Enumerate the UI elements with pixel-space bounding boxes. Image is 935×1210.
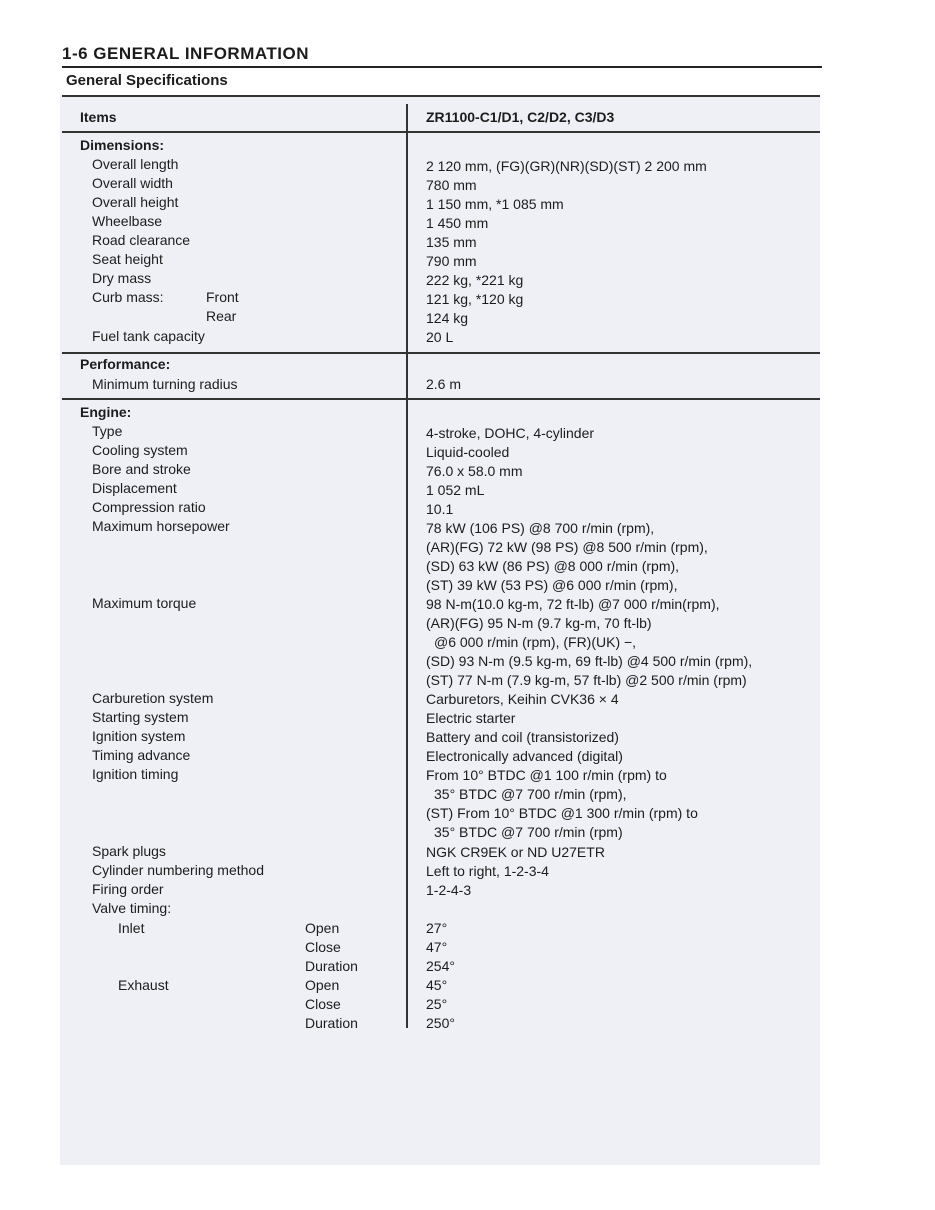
ignition-value: Battery and coil (transistorized) [426,729,619,745]
overall-height-value: 1 150 mm, *1 085 mm [426,196,564,212]
header-divider [62,131,820,133]
starting-label: Starting system [92,709,189,725]
curb-mass-rear-value: 124 kg [426,310,469,326]
ignition-timing-line: (ST) From 10° BTDC @1 300 r/min (rpm) to [426,805,698,821]
performance-divider [62,398,820,400]
seat-height-value: 790 mm [426,253,477,269]
cooling-label: Cooling system [92,442,188,458]
timing-advance-label: Timing advance [92,747,191,763]
compression-value: 10.1 [426,501,454,517]
overall-width-label: Overall width [92,175,173,191]
carburetion-label: Carburetion system [92,690,214,706]
turning-radius-label: Minimum turning radius [92,376,238,392]
compression-label: Compression ratio [92,499,206,515]
cylinder-numbering-label: Cylinder numbering method [92,862,264,878]
dry-mass-label: Dry mass [92,270,152,286]
model-header: ZR1100-C1/D1, C2/D2, C3/D3 [426,109,615,125]
torque-line: (ST) 77 N-m (7.9 kg-m, 57 ft-lb) @2 500 r/min (rpm) [426,672,747,688]
exhaust-close-value: 25° [426,996,448,1012]
dimensions-heading: Dimensions: [80,137,165,153]
exhaust-duration-value: 250° [426,1015,455,1031]
dry-mass-value: 222 kg, *221 kg [426,272,524,288]
horsepower-line: (ST) 39 kW (53 PS) @6 000 r/min (rpm), [426,577,678,593]
items-header: Items [80,109,117,125]
timing-advance-value: Electronically advanced (digital) [426,748,623,764]
engine-heading: Engine: [80,404,132,420]
ignition-timing-line: From 10° BTDC @1 100 r/min (rpm) to [426,767,667,783]
bore-stroke-label: Bore and stroke [92,461,191,477]
fuel-tank-value: 20 L [426,329,454,345]
overall-length-value: 2 120 mm, (FG)(GR)(NR)(SD)(ST) 2 200 mm [426,158,707,174]
section-title: General Specifications [66,72,228,89]
dimensions-divider [62,352,820,354]
inlet-open-label: Open [305,920,340,936]
road-clearance-label: Road clearance [92,232,191,248]
horsepower-line: (SD) 63 kW (86 PS) @8 000 r/min (rpm), [426,558,680,574]
curb-mass-rear-label: Rear [206,308,237,324]
horsepower-label: Maximum horsepower [92,518,230,534]
curb-mass-front-value: 121 kg, *120 kg [426,291,524,307]
curb-mass-label: Curb mass: [92,289,164,305]
ignition-timing-line: 35° BTDC @7 700 r/min (rpm), [434,786,627,802]
inlet-close-value: 47° [426,939,448,955]
torque-line: (AR)(FG) 95 N-m (9.7 kg-m, 70 ft-lb) [426,615,652,631]
wheelbase-label: Wheelbase [92,213,163,229]
torque-line: @6 000 r/min (rpm), (FR)(UK) −, [434,634,637,650]
firing-order-value: 1-2-4-3 [426,882,472,898]
starting-value: Electric starter [426,710,516,726]
curb-mass-front-label: Front [206,289,239,305]
displacement-label: Displacement [92,480,177,496]
cooling-value: Liquid-cooled [426,444,510,460]
displacement-value: 1 052 mL [426,482,485,498]
exhaust-duration-label: Duration [305,1015,358,1031]
engine-type-label: Type [92,423,123,439]
torque-line: (SD) 93 N-m (9.5 kg-m, 69 ft-lb) @4 500 r/min (rpm), [426,653,753,669]
exhaust-open-label: Open [305,977,340,993]
engine-type-value: 4-stroke, DOHC, 4-cylinder [426,425,595,441]
page-header: 1-6 GENERAL INFORMATION [62,44,822,68]
exhaust-close-label: Close [305,996,341,1012]
fuel-tank-label: Fuel tank capacity [92,328,205,344]
seat-height-label: Seat height [92,251,163,267]
spark-plugs-value: NGK CR9EK or ND U27ETR [426,844,605,860]
inlet-open-value: 27° [426,920,448,936]
column-divider [406,104,408,1028]
inlet-label: Inlet [118,920,145,936]
turning-radius-value: 2.6 m [426,376,462,392]
ignition-label: Ignition system [92,728,186,744]
horsepower-line: (AR)(FG) 72 kW (98 PS) @8 500 r/min (rpm), [426,539,708,555]
overall-height-label: Overall height [92,194,179,210]
inlet-duration-value: 254° [426,958,455,974]
wheelbase-value: 1 450 mm [426,215,489,231]
firing-order-label: Firing order [92,881,164,897]
spark-plugs-label: Spark plugs [92,843,166,859]
carburetion-value: Carburetors, Keihin CVK36 × 4 [426,691,619,707]
overall-width-value: 780 mm [426,177,477,193]
performance-heading: Performance: [80,356,171,372]
inlet-close-label: Close [305,939,341,955]
torque-line: 98 N-m(10.0 kg-m, 72 ft-lb) @7 000 r/min(rpm), [426,596,720,612]
exhaust-label: Exhaust [118,977,169,993]
table-top-rule [62,95,820,97]
bore-stroke-value: 76.0 x 58.0 mm [426,463,523,479]
inlet-duration-label: Duration [305,958,358,974]
cylinder-numbering-value: Left to right, 1-2-3-4 [426,863,549,879]
exhaust-open-value: 45° [426,977,448,993]
road-clearance-value: 135 mm [426,234,477,250]
torque-label: Maximum torque [92,595,197,611]
ignition-timing-line: 35° BTDC @7 700 r/min (rpm) [434,824,623,840]
overall-length-label: Overall length [92,156,179,172]
ignition-timing-label: Ignition timing [92,766,179,782]
valve-timing-label: Valve timing: [92,900,172,916]
horsepower-line: 78 kW (106 PS) @8 700 r/min (rpm), [426,520,655,536]
